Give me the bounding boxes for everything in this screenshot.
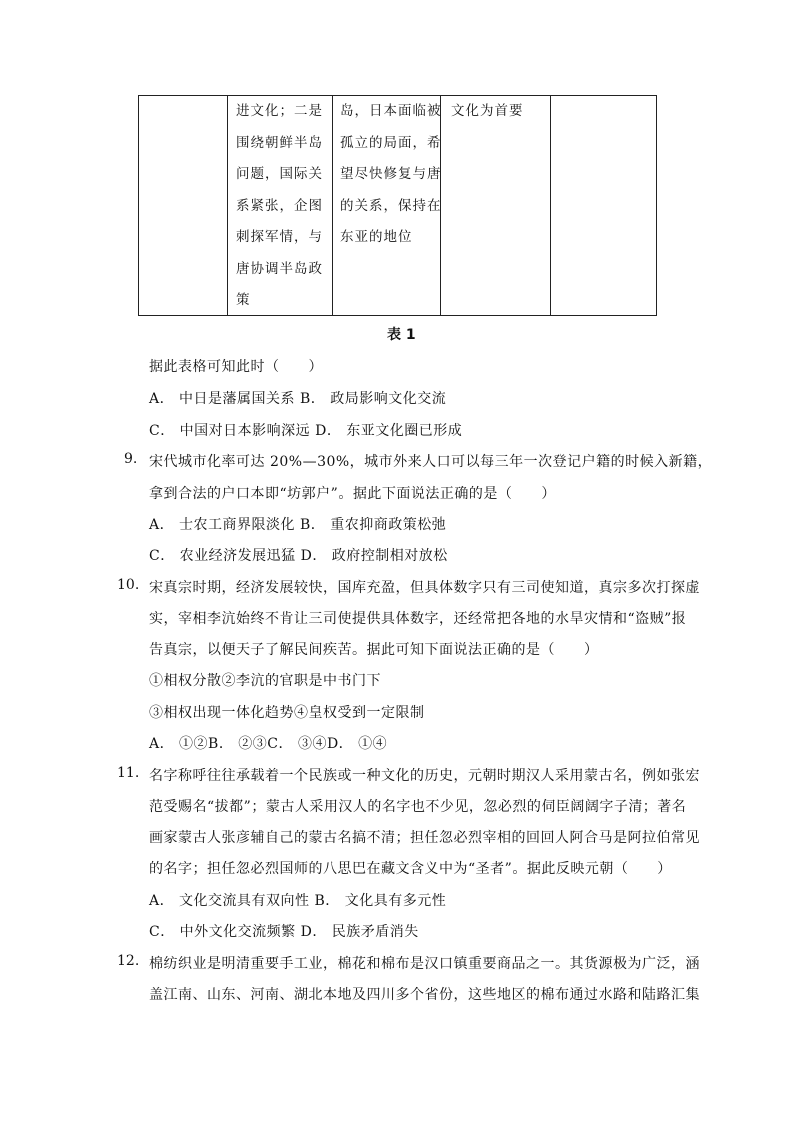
table-divider bbox=[550, 96, 551, 315]
table-cell-line: 望尽快修复与唐 bbox=[340, 166, 442, 182]
q10-items: ①相权分散②李沆的官职是中书门下 bbox=[149, 673, 381, 689]
table-cell-line: 的关系，保持在 bbox=[340, 197, 442, 214]
q11-stem-line: 的名字；担任忽必烈国师的八思巴在藏文含义中为“圣者”。据此反映元朝（ ） bbox=[149, 861, 672, 877]
table-cell-line: 围绕朝鲜半岛 bbox=[236, 134, 323, 151]
q11-options-cd: C． 中外文化交流频繁 D． 民族矛盾消失 bbox=[149, 924, 419, 940]
q9-number: 9. bbox=[124, 451, 138, 467]
table-caption: 表 1 bbox=[387, 327, 416, 343]
table-cell-line: 策 bbox=[236, 292, 251, 308]
q10-options: A． ①②B． ②③C． ③④D． ①④ bbox=[149, 736, 388, 752]
table-cell-line: 问题，国际关 bbox=[236, 166, 323, 182]
q9-stem-line: 宋代城市化率可达 20%—30%，城市外来人口可以每三年一次登记户籍的时候入新籍， bbox=[149, 454, 713, 470]
table-divider bbox=[227, 96, 228, 315]
q10-stem-line: 宋真宗时期，经济发展较快，国库充盈，但具体数字只有三司使知道，真宗多次打探虚 bbox=[149, 580, 700, 596]
table-cell-line: 孤立的局面，希 bbox=[340, 134, 442, 151]
q8-stem: 据此表格可知此时（ ） bbox=[149, 359, 323, 375]
table-cell-line: 系紧张，企图 bbox=[236, 197, 323, 214]
q12-stem-line: 棉纺织业是明清重要手工业，棉花和棉布是汉口镇重要商品之一。其货源极为广泛，涵 bbox=[149, 956, 700, 972]
q9-options-cd: C． 农业经济发展迅猛 D． 政府控制相对放松 bbox=[149, 548, 448, 564]
q12-number: 12. bbox=[117, 953, 140, 969]
q10-number: 10. bbox=[117, 577, 140, 593]
table-cell-line: 唐协调半岛政 bbox=[236, 260, 323, 277]
q11-number: 11. bbox=[117, 765, 140, 781]
q9-options-ab: A． 士农工商界限淡化 B． 重农抑商政策松弛 bbox=[149, 517, 447, 533]
table-cell-line: 岛，日本面临被 bbox=[340, 103, 442, 119]
table-cell-col4 bbox=[451, 96, 524, 128]
q11-options-ab: A． 文化交流具有双向性 B． 文化具有多元性 bbox=[149, 893, 447, 909]
q11-stem-line: 名字称呼往往承载着一个民族或一种文化的历史，元朝时期汉人采用蒙古名，例如张宏 bbox=[149, 768, 700, 784]
q11-stem-line: 画家蒙古人张彦辅自己的蒙古名搞不清；担任忽必烈宰相的回回人阿合马是阿拉伯常见 bbox=[149, 830, 700, 846]
table-cell-col3 bbox=[340, 96, 442, 254]
q9-stem-line: 拿到合法的户口本即“坊郭户”。据此下面说法正确的是（ ） bbox=[149, 486, 556, 502]
q8-options-ab: A． 中日是藩属国关系 B． 政局影响文化交流 bbox=[149, 391, 447, 407]
table-divider bbox=[332, 96, 333, 315]
table-cell-line: 刺探军情，与 bbox=[236, 229, 323, 245]
table-cell-line: 文化为首要 bbox=[451, 103, 524, 119]
table-cell-col2 bbox=[236, 96, 323, 317]
q10-stem-line: 实，宰相李沆始终不肯让三司使提供具体数字，还经常把各地的水旱灾情和“盗贼”报 bbox=[149, 611, 687, 627]
q12-stem-line: 盖江南、山东、河南、湖北本地及四川多个省份，这些地区的棉布通过水路和陆路汇集 bbox=[149, 987, 700, 1003]
q8-options-cd: C． 中国对日本影响深远 D． 东亚文化圈已形成 bbox=[149, 423, 463, 439]
table-cell-line: 东亚的地位 bbox=[340, 229, 413, 245]
q10-stem-line: 告真宗，以便天子了解民间疾苦。据此可知下面说法正确的是（ ） bbox=[149, 642, 599, 658]
table-cell-line: 进文化；二是 bbox=[236, 103, 323, 119]
history-table bbox=[138, 95, 657, 316]
q11-stem-line: 范受赐名“拔都”；蒙古人采用汉人的名字也不少见，忽必烈的伺臣阔阔字子清；著名 bbox=[149, 799, 687, 815]
q10-items: ③相权出现一体化趋势④皇权受到一定限制 bbox=[149, 705, 425, 721]
